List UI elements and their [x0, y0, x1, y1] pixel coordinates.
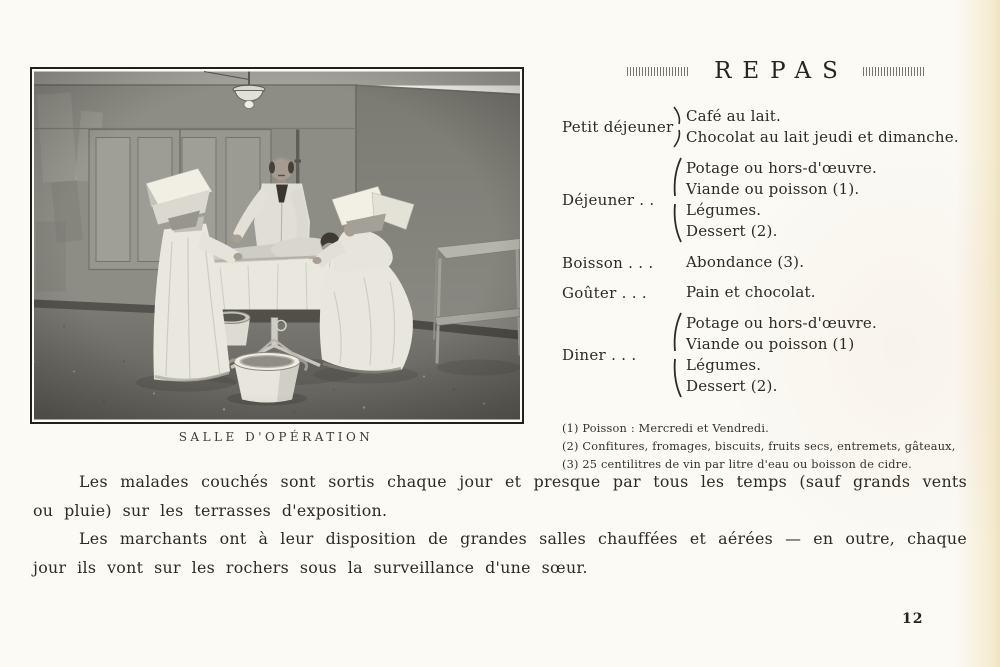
menu-title-row	[562, 58, 990, 84]
brace-left-icon	[668, 157, 686, 243]
photo-caption: SALLE D'OPÉRATION	[178, 430, 374, 444]
menu-entry	[562, 106, 990, 148]
menu-entry	[562, 252, 990, 273]
menu-item: Légumes.	[686, 356, 762, 374]
menu-item: Chocolat au lait jeudi et dimanche.	[686, 128, 959, 146]
paragraph: Les marchants ont à leur disposition de grandes salles chauffées et aérées — en outre, chaque jour ils vont sur les rochers sous la surveillance d'une sœur.	[33, 529, 967, 577]
operating-room-photo	[34, 71, 520, 420]
menu-section	[562, 58, 990, 474]
menu-title: REPAS	[714, 58, 849, 84]
menu-item: Café au lait.	[686, 107, 781, 125]
menu-item: Abondance (3).	[686, 253, 805, 271]
entry-items	[686, 313, 990, 397]
brace-right-icon	[668, 106, 686, 148]
footnote: (3) 25 centilitres de vin par litre d'eau ou boisson de cidre.	[562, 458, 912, 471]
hatched-rule-left-icon	[627, 67, 689, 76]
footnote: (1) Poisson : Mercredi et Vendredi.	[562, 422, 769, 435]
hatched-rule-right-icon	[863, 67, 925, 76]
menu-item: Légumes.	[686, 201, 762, 219]
entry-items	[686, 282, 990, 303]
entry-label: Déjeuner . .	[562, 191, 655, 209]
brace-left-icon	[668, 312, 686, 398]
entry-items	[686, 252, 990, 273]
menu-entry	[562, 157, 990, 243]
menu-item: Dessert (2).	[686, 377, 778, 395]
menu-item: Potage ou hors-d'œuvre.	[686, 159, 877, 177]
entry-label: Boisson . . .	[562, 253, 654, 272]
page-number: 12	[902, 611, 924, 627]
paragraph: Les malades couchés sont sortis chaque jour et presque par tous les temps (sauf grands vents ou pluie) sur les terrasses d'exposition.	[33, 472, 967, 520]
menu-entry	[562, 282, 990, 303]
body-text	[33, 468, 967, 582]
entry-label: Diner . . .	[562, 346, 637, 364]
menu-item: Viande ou poisson (1)	[686, 335, 855, 353]
entry-label: Petit déjeuner	[562, 118, 674, 136]
menu-item: Viande ou poisson (1).	[686, 180, 860, 198]
footnotes	[562, 420, 990, 474]
entry-label: Goûter . . .	[562, 283, 647, 302]
menu-item: Potage ou hors-d'œuvre.	[686, 314, 877, 332]
menu-entry	[562, 312, 990, 398]
footnote: (2) Confitures, fromages, biscuits, fruits secs, entremets, gâteaux,	[562, 440, 956, 453]
entry-items	[686, 158, 990, 242]
entry-items	[686, 106, 990, 148]
menu-item: Dessert (2).	[686, 222, 778, 240]
menu-item: Pain et chocolat.	[686, 283, 816, 301]
photo-frame	[30, 67, 524, 424]
